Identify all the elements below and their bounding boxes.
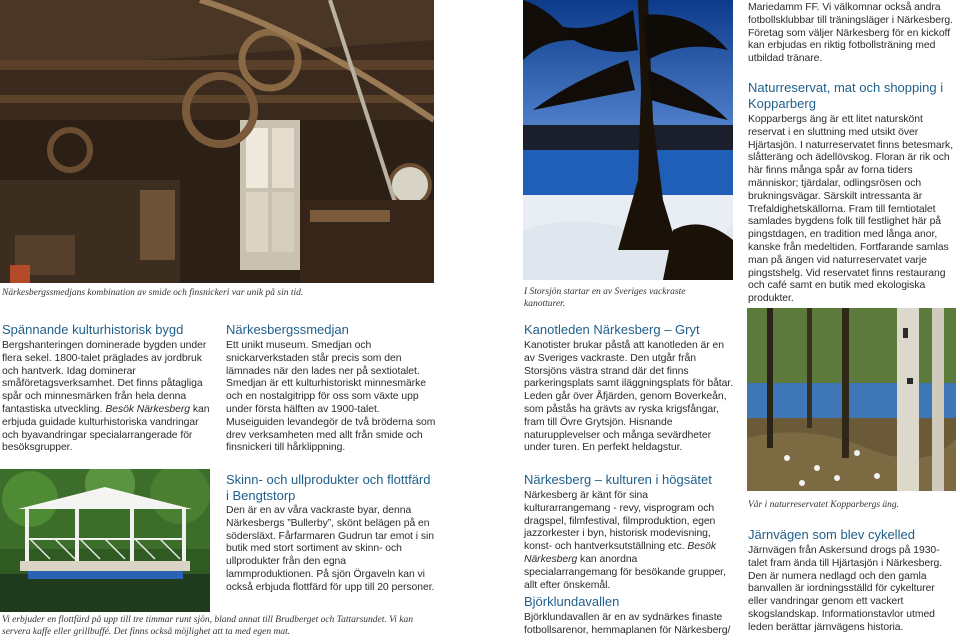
kanot-heading: Kanotleden Närkesberg – Gryt: [524, 322, 700, 337]
meadow-photo: [747, 308, 956, 491]
kultur-heading: Spännande kulturhistorisk bygd: [2, 322, 184, 337]
skinn-body: Den är en av våra vackraste byar, denna Närkesbergs ”Bullerby”, skönt belägen på en södersläxt. Fårfarmaren Gudrun tar emot i sin butik med stort sortiment av skinn- och ullprodukter från den egna lammproduktionen. På sjön Örgaveln kan vi också erbjuda flottfärd för upp till 20 personer.: [226, 505, 435, 593]
hogsatet-body-emphasis: Besök Närkesberg: [524, 541, 716, 565]
hogsatet-body-rest: kan anordna specialarrangemang för besökande grupper, allt efter önskemål.: [524, 553, 726, 591]
kultur-body-text: Bergshanteringen dominerade bygden under flera sekel. 1800-talet präglades av jordbruk och hantverk. Idag dominerar småföretagsverksamhet. Det finns påtagliga spår och minnesmärken från hela denna fantastiska utveckling.: [2, 340, 207, 415]
meadow-caption: Vår i naturreservatet Kopparbergs äng.: [748, 500, 900, 510]
kultur-body-rest: kan erbjuda guidade kulturhistoriska vandringar och byavandringar specialarrangerade för besöksgrupper.: [2, 403, 210, 454]
lake-photo: [523, 0, 733, 280]
naturreservat-heading: Naturreservat, mat och shopping i Kopparberg: [748, 80, 944, 111]
kanot-body: Kanotister brukar påstå att kanotleden är en av Sveriges vackraste. Den utgår från Storsjöns västra strand där det finns parkeringsplats samt iläggningsplats för båtar. Leden går över Åfjärden, genom Boverkeån, som påstås ha grävts av ryska krigsfångar, fram till Övre Grytsjön. Hisnande naturupplevelser och många sevärdheter under turen. En perfekt heldagstur.: [524, 340, 734, 454]
jarnvagen-heading: Järnvägen som blev cykelled: [748, 527, 915, 542]
smedjan-body: Ett unikt museum. Smedjan och snickarverkstaden står precis som den lämnades när den lades ner på sextiotalet. Smedjan är ett kulturhistoriskt minnesmärke och en nostalgitripp för oss som växte upp under första hälften av 1900-talet. Museiguiden levandegör de två bröderna som drev verksamheten med allt från smide och finsnickeri till hårklippning.: [226, 340, 436, 454]
hogsatet-heading: Närkesberg – kulturen i högsätet: [524, 472, 712, 487]
smithy-photo: [0, 0, 434, 283]
top-right-text: Mariedamm FF. Vi välkomnar också andra fotbollsklubbar till träningsläger i Närkesberg. Företag som väljer Närkesberg för en kickoff kan erbjudas en riktig fotbollsträning med utbildad tränare.: [748, 2, 953, 65]
smithy-caption: Närkesbergssmedjans kombination av smide och finsnickeri var unik på sin tid.: [2, 288, 304, 298]
naturreservat-body: Kopparbergs äng är ett litet naturskönt reservat i en sluttning med utsikt över Hjärtasjön. I naturreservatet finns betesmark, slåtteräng och ädellövskog. Floran är rik och här finns många spår av forna tiders människor; tjärdalar, odlingsrösen och brukningsvägar. Särskilt intressanta är Trefaldighetskällorna. Fram till femtiotalet samlades bygdens folk till festlighet här på pingstdagen, en tradition med långa anor, kanske från medeltiden. Fortfarande samlas man på ängen vid naturreservatet varje pingstshelg. Vid reservatet finns restaurang och café samt en butik med ekologiska produkter.: [748, 114, 954, 305]
skinn-heading: Skinn- och ullprodukter och flottfärd i Bengtstorp: [226, 472, 431, 503]
hogsatet-body: [524, 490, 732, 592]
raft-caption: Vi erbjuder en flottfärd på upp till tre timmar runt sjön, bland annat till Brudberget och Tattarsundet. Vi kan servera kaffe eller grillbuffé. Det finns också möjlighet att ta med egen mat.: [2, 615, 413, 637]
jarnvagen-body: Järnvägen från Askersund drogs på 1930-talet fram ända till Hjärtasjön i Närkesberg. Den är numera nedlagd och den gamla banvallen är iordningsställd för cykelturer eller vandringar genom ett vackert skogslandskap. Informationstavlor utmed leden berättar järnvägens historia.: [748, 545, 943, 633]
lake-caption: I Storsjön startar en av Sveriges vackraste kanotturer.: [524, 287, 686, 309]
raft-photo: [0, 469, 210, 612]
hogsatet-body-text: Närkesberg är känt för sina kulturarrangemang - revy, visprogram och dragspel, filmfestival, filmproduktion, egen jazzorkester i byn, historisk modevisning, konst- och hantverksutställning etc.: [524, 490, 716, 553]
kultur-body-emphasis: Besök Närkesberg: [105, 403, 191, 415]
kultur-body: [2, 340, 214, 455]
bjorklund-body: Björklundavallen är en av sydnärkes finaste fotbollsarenor, hemmaplanen för Närkesberg/: [524, 612, 731, 636]
smedjan-heading: Närkesbergssmedjan: [226, 322, 349, 337]
bjorklund-heading: Björklundavallen: [524, 594, 620, 609]
